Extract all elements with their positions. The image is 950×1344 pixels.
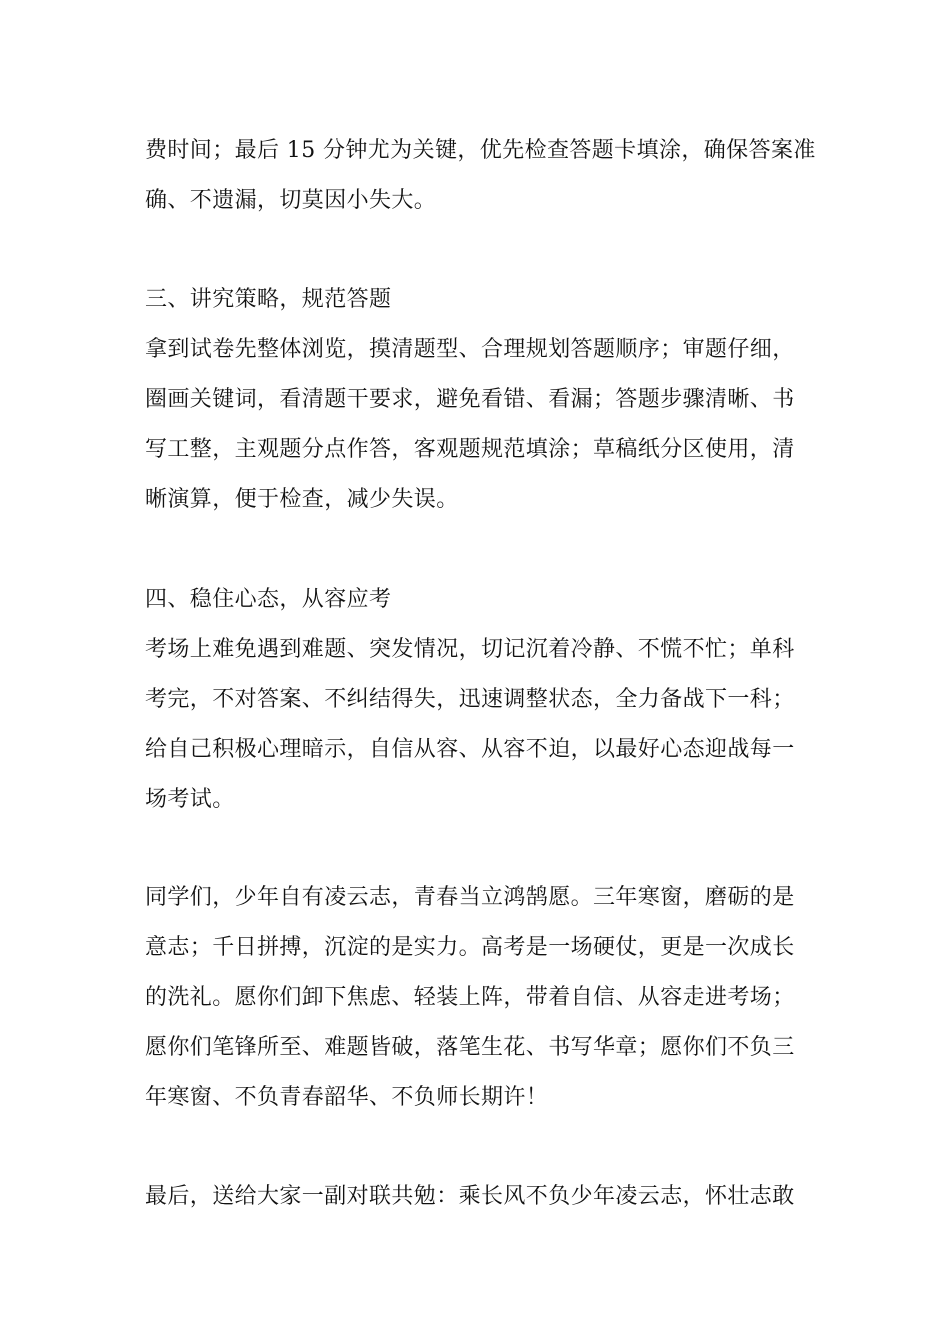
paragraph-line: 考完，不对答案、不纠结得失，迅速调整状态，全力备战下一科； [145, 687, 795, 712]
paragraph-line: 意志；千日拼搏，沉淀的是实力。高考是一场硬仗，更是一次成长 [145, 935, 795, 960]
section-heading: 四、稳住心态，从容应考 [145, 587, 392, 612]
paragraph-line: 考场上难免遇到难题、突发情况，切记沉着冷静、不慌不忙；单科 [145, 637, 795, 662]
paragraph-line: 年寒窗、不负青春韶华、不负师长期许！ [145, 1085, 549, 1110]
paragraph-line: 的洗礼。愿你们卸下焦虑、轻装上阵，带着自信、从容走进考场； [145, 985, 795, 1010]
paragraph-line: 给自己积极心理暗示，自信从容、从容不迫，以最好心态迎战每一 [145, 737, 795, 762]
section-heading: 三、讲究策略，规范答题 [145, 287, 392, 312]
paragraph-line: 场考试。 [145, 787, 235, 812]
paragraph-line: 费时间；最后 15 分钟尤为关键，优先检查答题卡填涂，确保答案准 [145, 138, 816, 163]
paragraph-line: 最后，送给大家一副对联共勉：乘长风不负少年凌云志，怀壮志敢 [145, 1184, 795, 1209]
paragraph-line: 晰演算，便于检查，减少失误。 [145, 487, 459, 512]
paragraph-line: 愿你们笔锋所至、难题皆破，落笔生花、书写华章；愿你们不负三 [145, 1035, 795, 1060]
paragraph-line: 写工整，主观题分点作答，客观题规范填涂；草稿纸分区使用，清 [145, 437, 795, 462]
paragraph-line: 确、不遗漏，切莫因小失大。 [145, 188, 437, 213]
paragraph-line: 同学们，少年自有凌云志，青春当立鸿鹄愿。三年寒窗，磨砺的是 [145, 885, 795, 910]
paragraph-line: 圈画关键词，看清题干要求，避免看错、看漏；答题步骤清晰、书 [145, 387, 795, 412]
paragraph-line: 拿到试卷先整体浏览，摸清题型、合理规划答题顺序；审题仔细， [145, 337, 795, 362]
